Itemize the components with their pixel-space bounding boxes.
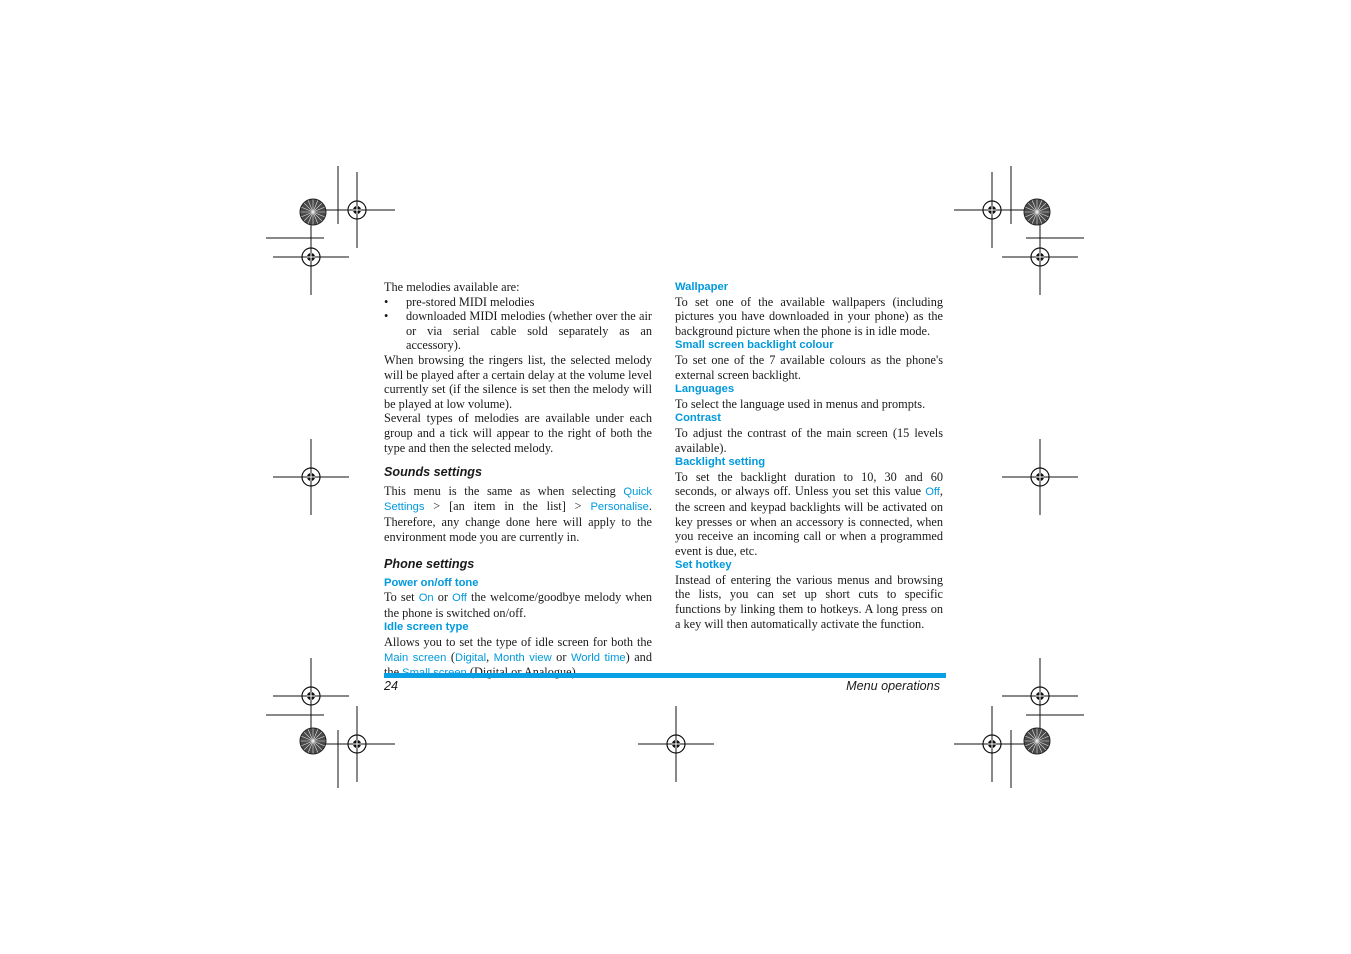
backlight-setting-text [675,470,943,559]
text-run: the welcome/goodbye melody when the phone is switched on/off. [384,590,652,620]
text-run: or [551,649,571,664]
hotkey-text: Instead of entering the various menus and browsing the lists, you can set up short cuts to specific functions by linking them to hotkeys. A long press on a key will then automatically activate the function. [675,572,943,631]
paragraph-ringers: When browsing the ringers list, the selected melody will be played after a certain delay at the volume level currently set (if the silence is set then the melody will be played at low volume). [384,352,652,411]
personalise-link: Personalise [590,501,649,514]
power-tone-heading: Power on/off tone [384,576,479,589]
paragraph-types: Several types of melodies are available under each group and a tick will appear to the right of both the type and then the selected melody. [384,411,652,455]
sounds-settings-text [384,484,652,544]
text-run: Allows you to set the type of idle screen for both the [384,635,652,650]
text-run: ) and [625,649,652,664]
world-time-option: World time [570,651,626,664]
idle-screen-heading: Idle screen type [384,621,469,634]
bullet-icon: • [384,294,389,309]
page-number: 24 [384,679,399,693]
quick-settings-link: Quick Settings [384,485,652,514]
main-screen-option: Main screen [384,651,447,664]
contrast-heading: Contrast [675,412,721,425]
text-run: , [486,649,494,664]
power-tone-text [384,590,652,620]
text-run: To set the backlight duration to 10, 30 and 60 seconds, or always off. Unless you set this value [675,469,943,499]
phone-settings-heading: Phone settings [384,557,475,572]
languages-heading: Languages [675,383,735,396]
text-run: This menu is the same as when selecting [384,483,624,498]
hotkey-heading: Set hotkey [675,559,732,572]
on-option: On [418,592,434,605]
text-run: or [433,590,453,605]
footer-rule [384,673,946,678]
month-view-option: Month view [493,651,552,664]
digital-option: Digital [454,651,487,664]
bullet-text: downloaded MIDI melodies (whether over the air or via serial cable sold separately as an accessory). [406,309,652,353]
section-title: Menu operations [846,679,940,693]
backlight-colour-text: To set one of the 7 available colours as the phone's external screen backlight. [675,352,943,382]
melodies-intro: The melodies available are: [384,280,520,294]
sounds-settings-heading: Sounds settings [384,465,482,480]
text-run: To set [384,590,419,605]
text-run: > [an item in the list] > [424,499,591,514]
off-option: Off [925,486,940,499]
text-run: , the screen and keypad backlights will be activated on key presses or when an accessory is connected, when you receive an incoming call or when a programmed event is due, etc. [675,484,943,558]
languages-text: To select the language used in menus and prompts. [675,396,926,411]
contrast-text: To adjust the contrast of the main screen (15 levels available). [675,425,943,455]
bullet-icon: • [384,309,389,324]
left-column [384,280,652,681]
list-item [384,295,652,310]
right-column [675,280,943,631]
backlight-setting-heading: Backlight setting [675,456,766,469]
wallpaper-text: To set one of the available wallpapers (including pictures you have downloaded in your phone) as the background picture when the phone is in idle mode. [675,294,943,338]
list-item [384,309,652,353]
text-run: ( [446,649,455,664]
bullet-text: pre-stored MIDI melodies [406,294,535,309]
backlight-colour-heading: Small screen backlight colour [675,339,834,352]
off-option: Off [452,592,467,605]
text-run: . Therefore, any change done here will apply to the environment mode you are currently in. [384,499,652,544]
wallpaper-heading: Wallpaper [675,281,729,293]
